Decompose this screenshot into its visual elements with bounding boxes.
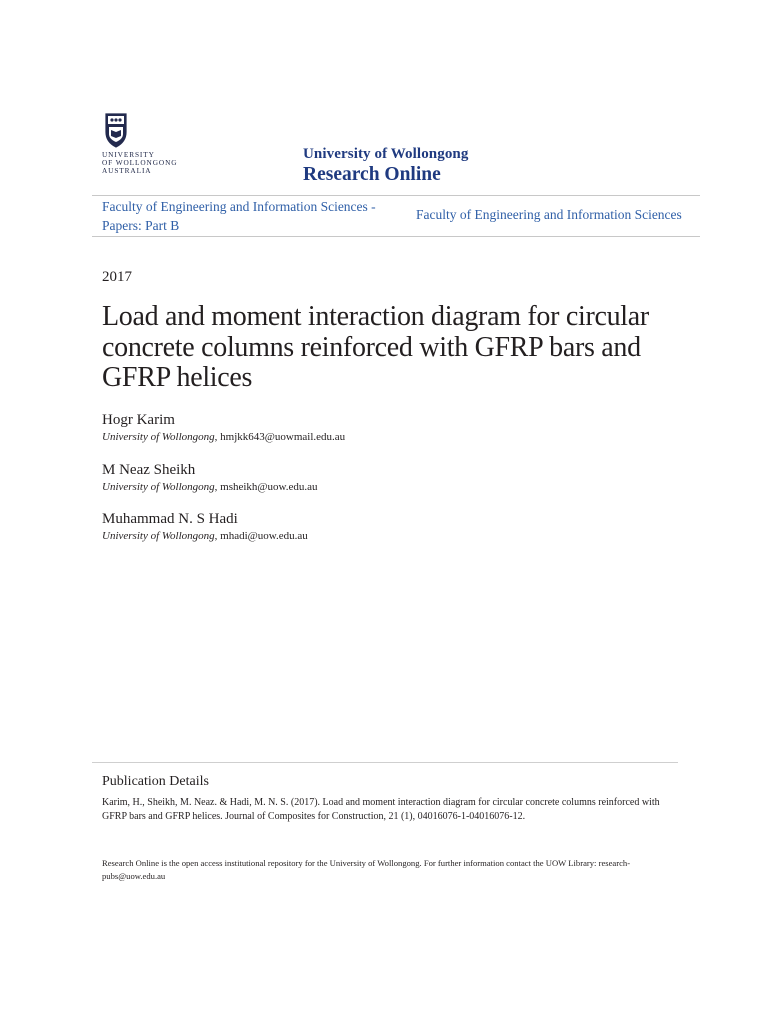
author-name: M Neaz Sheikh: [102, 462, 196, 478]
crest-icon: [103, 112, 129, 148]
author-email[interactable]: , hmjkk643@uowmail.edu.au: [214, 431, 346, 443]
author-institution: University of Wollongong: [102, 481, 215, 493]
breadcrumb-series-link[interactable]: Faculty of Engineering and Information Sciences - Papers: Part B: [102, 199, 376, 233]
university-name[interactable]: University of Wollongong: [303, 146, 469, 162]
logo-line-wollongong: OF WOLLONGONG: [102, 157, 178, 167]
author-affiliation: [102, 528, 308, 544]
citation-text: Karim, H., Sheikh, M. Neaz. & Hadi, M. N. S. (2017). Load and moment interaction diagram for circular concrete columns reinforced with GFRP bars and GFRP helices. Journal of Composites for Construction, 21 (1), 04016076-1-04016076-12.: [102, 797, 660, 822]
repository-name[interactable]: Research Online: [303, 164, 441, 185]
paper-title: Load and moment interaction diagram for circular concrete columns reinforced with GFRP bars and GFRP helices: [102, 301, 649, 393]
logo-line-australia: AUSTRALIA: [102, 165, 152, 175]
author-email[interactable]: , mhadi@uow.edu.au: [214, 530, 308, 542]
author-institution: University of Wollongong: [102, 431, 215, 443]
author-affiliation: [102, 429, 345, 445]
logo-line-university: UNIVERSITY: [102, 150, 155, 159]
repository-footer-note: Research Online is the open access institutional repository for the University of Wollongong. For further information contact the UOW Library: research-pubs@uow.edu.au: [102, 858, 631, 881]
author-affiliation: [102, 479, 318, 495]
author-institution: University of Wollongong: [102, 530, 215, 542]
breadcrumb-divider-bottom: [92, 236, 700, 237]
university-logo: [102, 112, 192, 174]
breadcrumb-faculty-link[interactable]: Faculty of Engineering and Information Sciences: [416, 207, 682, 222]
author-entry: [102, 411, 345, 445]
publication-year: 2017: [102, 269, 132, 285]
author-name: Muhammad N. S Hadi: [102, 511, 238, 527]
author-name: Hogr Karim: [102, 412, 175, 428]
author-entry: [102, 461, 318, 495]
author-entry: [102, 510, 308, 544]
repository-branding: [303, 146, 468, 186]
breadcrumb-divider-top: [92, 195, 700, 196]
publication-divider: [92, 762, 678, 763]
publication-details-heading: Publication Details: [102, 774, 209, 789]
logo-wordmark: [102, 151, 192, 174]
author-email[interactable]: , msheikh@uow.edu.au: [214, 481, 318, 493]
